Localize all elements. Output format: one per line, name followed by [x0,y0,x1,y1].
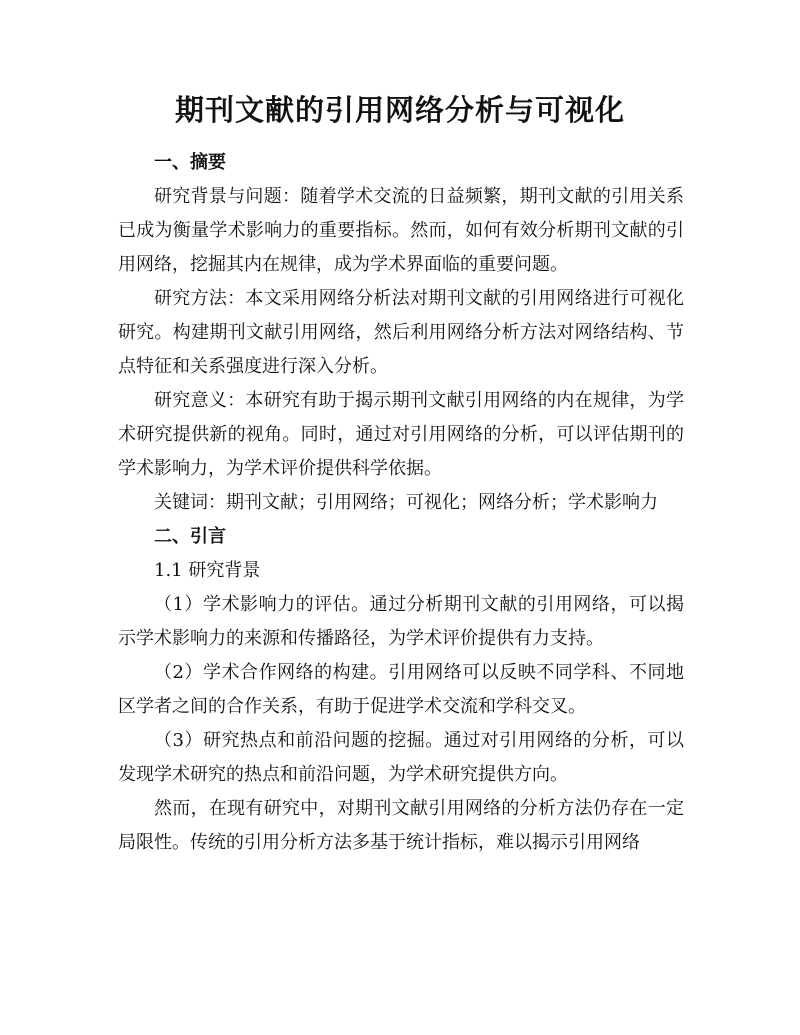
section-heading-abstract: 一、摘要 [154,152,226,173]
intro-point-2: （2）学术合作网络的构建。引用网络可以反映不同学科、不同地区学者之间的合作关系，有助于促进学术交流和学科交叉。 [118,662,684,717]
keywords-line: 关键词：期刊文献；引用网络；可视化；网络分析；学术影响力 [154,492,658,513]
page-title: 期刊文献的引用网络分析与可视化 [174,93,625,127]
abstract-background-paragraph: 研究背景与问题：随着学术交流的日益频繁，期刊文献的引用关系已成为衡量学术影响力的重要指标。然而，如何有效分析期刊文献的引用网络，挖掘其内在规律，成为学术界面临的重要问题。 [118,186,684,275]
intro-point-3: （3）研究热点和前沿问题的挖掘。通过对引用网络的分析，可以发现学术研究的热点和前沿问题，为学术研究提供方向。 [118,730,684,785]
intro-point-1: （1）学术影响力的评估。通过分析期刊文献的引用网络，可以揭示学术影响力的来源和传播路径，为学术评价提供有力支持。 [118,594,684,649]
intro-limitation-paragraph: 然而，在现有研究中，对期刊文献引用网络的分析方法仍存在一定局限性。传统的引用分析方法多基于统计指标，难以揭示引用网络 [118,798,684,853]
abstract-method-paragraph: 研究方法：本文采用网络分析法对期刊文献的引用网络进行可视化研究。构建期刊文献引用网络，然后利用网络分析方法对网络结构、节点特征和关系强度进行深入分析。 [118,288,684,377]
subsection-heading-background: 1.1 研究背景 [154,560,261,581]
document-body [118,146,684,860]
abstract-significance-paragraph: 研究意义：本研究有助于揭示期刊文献引用网络的内在规律，为学术研究提供新的视角。同时，通过对引用网络的分析，可以评估期刊的学术影响力，为学术评价提供科学依据。 [118,390,684,479]
section-heading-introduction: 二、引言 [154,526,226,547]
